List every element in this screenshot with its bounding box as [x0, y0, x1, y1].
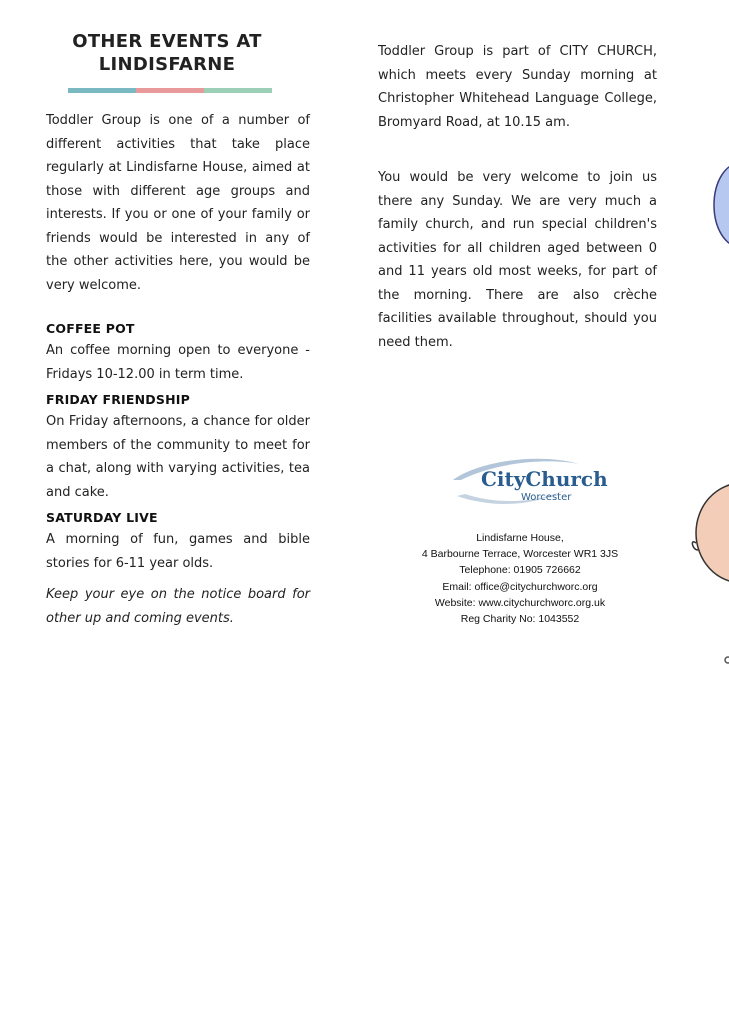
contact-address: 4 Barbourne Terrace, Worcester WR1 3JS	[421, 548, 619, 561]
contact-phone: Telephone: 01905 726662	[459, 564, 581, 577]
notice-board-footer: Keep your eye on the notice board for other up and coming events.	[46, 587, 310, 626]
intro-paragraph: Toddler Group is one of a number of different activities that take place regularly at Lindisfarne House, aimed at those with different age groups and interests. If you or one of your family or friends would be interested in any of the other activities here, you would be very welcome.	[46, 113, 310, 293]
divider-segment	[136, 88, 204, 93]
contact-website: Website: www.citychurchworc.org.uk	[434, 596, 606, 609]
contact-charity: Reg Charity No: 1043552	[460, 613, 580, 626]
welcome-paragraph: You would be very welcome to join us there any Sunday. We are very much a family church, and run special children's activities for all children aged between 0 and 11 years old most weeks, for part of the morning. There are also crèche facilities available throughout, should you need them.	[378, 170, 657, 350]
event-title: SATURDAY LIVE	[46, 510, 158, 525]
contact-line: Lindisfarne House,	[476, 532, 564, 544]
event-saturday-live	[46, 508, 310, 575]
event-body: An coffee morning open to everyone - Fridays 10-12.00 in term time.	[46, 343, 310, 382]
city-church-paragraph: Toddler Group is part of CITY CHURCH, which meets every Sunday morning at Christopher Whitehead Language College, Bromyard Road, at 10.15 am.	[378, 44, 657, 130]
event-body: On Friday afternoons, a chance for older members of the community to meet for a chat, along with varying activities, tea and cake.	[46, 414, 310, 500]
page-heading: OTHER EVENTS AT LINDISFARNE	[72, 31, 262, 75]
contact-email: Email: office@citychurchworc.org	[442, 580, 598, 593]
logo-sub: Worcester	[521, 492, 572, 503]
balloon-artwork	[700, 150, 729, 260]
event-coffee-pot	[46, 319, 310, 386]
left-column	[46, 30, 310, 630]
artwork-fragment	[722, 654, 729, 666]
divider-segment	[68, 88, 136, 93]
right-column	[378, 40, 657, 354]
event-title: COFFEE POT	[46, 321, 135, 336]
color-divider-bar	[68, 88, 272, 93]
divider-segment	[204, 88, 272, 93]
logo-name: CityChurch	[481, 467, 608, 491]
event-title: FRIDAY FRIENDSHIP	[46, 392, 190, 407]
event-friday-friendship	[46, 390, 310, 504]
contact-block	[393, 530, 647, 627]
event-body: A morning of fun, games and bible stories for 6-11 year olds.	[46, 532, 310, 571]
citychurch-logo	[447, 450, 608, 516]
baby-face-artwork	[692, 478, 729, 608]
